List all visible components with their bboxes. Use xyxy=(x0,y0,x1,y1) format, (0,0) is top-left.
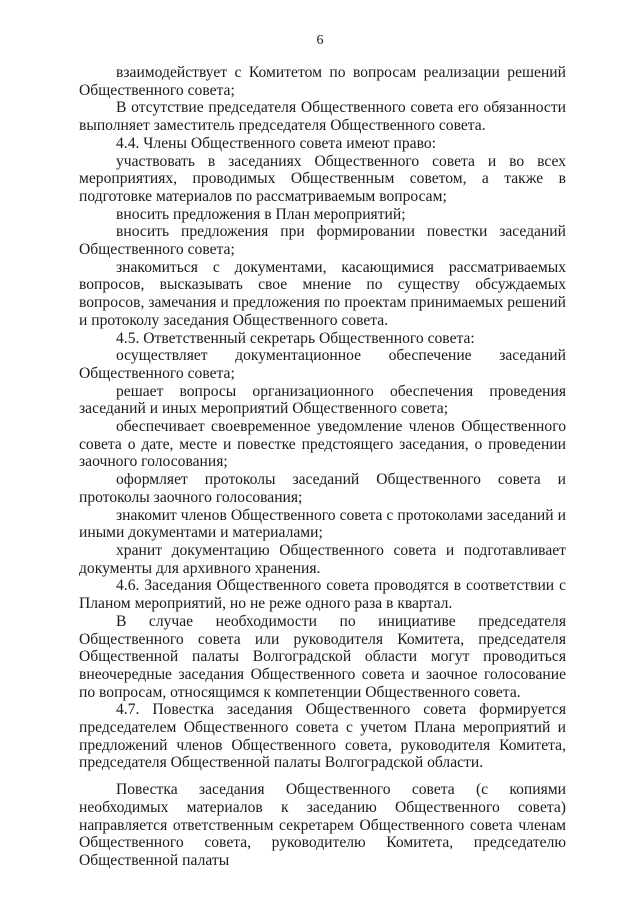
paragraph-8: 4.5. Ответственный секретарь Общественного совета: xyxy=(116,329,475,347)
paragraph-16: В случае необходимости по инициативе председателя Общественного совета или руководителя Комитета, председателя Общественной палаты Волгоградской области могут проводиться внеочередные заседания Общественного совета и заочное голосование по вопросам, относящимся к компетенции Общественного совета. xyxy=(79,612,566,701)
paragraph-4: участвовать в заседаниях Общественного совета и во всех мероприятиях, проводимых Общественным советом, а также в подготовке материалов по рассматриваемым вопросам; xyxy=(79,152,566,205)
paragraph-18: Повестка заседания Общественного совета (с копиями необходимых материалов к заседанию Общественного совета) направляется ответственным секретарем Общественного совета членам Общественного совета, руководителю Комитета, председателю Общественной палаты xyxy=(79,781,566,869)
page-number: 6 xyxy=(316,33,324,48)
body-text xyxy=(79,64,566,870)
paragraph-17: 4.7. Повестка заседания Общественного совета формируется председателем Общественного совета с учетом Плана мероприятий и предложений членов Общественного совета, руководителя Комитета, председателя Общественной палаты Волгоградской области. xyxy=(79,701,566,772)
paragraph-13: знакомит членов Общественного совета с протоколами заседаний и иными документами и материалами; xyxy=(79,506,566,542)
paragraph-1: взаимодействует с Комитетом по вопросам реализации решений Общественного совета; xyxy=(79,64,566,99)
paragraph-2: В отсутствие председателя Общественного совета его обязанности выполняет заместитель председателя Общественного совета. xyxy=(79,99,566,135)
paragraph-7: знакомиться с документами, касающимися рассматриваемых вопросов, высказывать свое мнение по существу обсуждаемых вопросов, замечания и предложения по проектам принимаемых решений и протоколу заседания Общественного совета. xyxy=(79,258,566,329)
paragraph-12: оформляет протоколы заседаний Общественного совета и протоколы заочного голосования; xyxy=(79,471,566,506)
paragraph-11: обеспечивает своевременное уведомление членов Общественного совета о дате, месте и повестке предстоящего заседания, о проведении заочного голосования; xyxy=(79,418,566,471)
paragraph-15: 4.6. Заседания Общественного совета проводятся в соответствии с Планом мероприятий, но не реже одного раза в квартал. xyxy=(79,577,566,613)
paragraph-6: вносить предложения при формировании повестки заседаний Общественного совета; xyxy=(79,223,566,259)
paragraph-3: 4.4. Члены Общественного совета имеют право: xyxy=(116,134,436,152)
paragraph-9: осуществляет документационное обеспечение заседаний Общественного совета; xyxy=(79,347,566,382)
paragraph-5: вносить предложения в План мероприятий; xyxy=(116,205,406,223)
paragraph-10: решает вопросы организационного обеспечения проведения заседаний и иных мероприятий Общественного совета; xyxy=(79,382,566,418)
paragraph-14: хранит документацию Общественного совета и подготавливает документы для архивного хранения. xyxy=(79,541,566,577)
